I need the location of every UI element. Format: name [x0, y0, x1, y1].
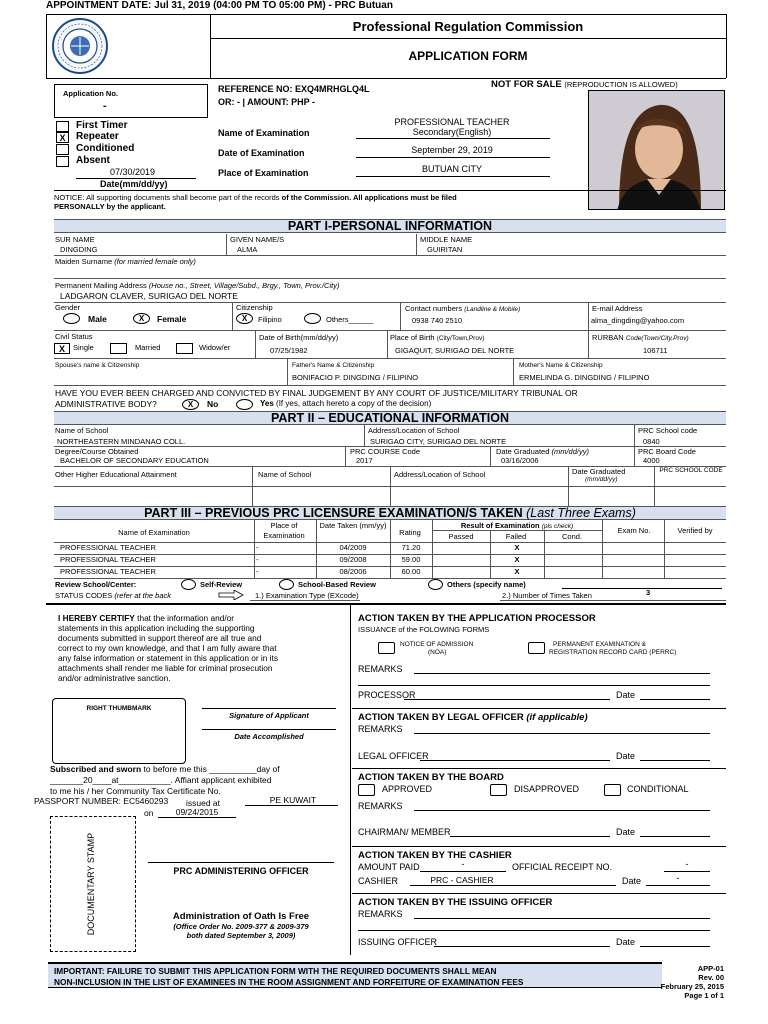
- part1-title: PART I-PERSONAL INFORMATION: [54, 219, 726, 233]
- exam-type-code: 1.) Examination Type (EXcode): [255, 591, 359, 600]
- exam-name-subject: Secondary(English): [412, 127, 492, 137]
- board-code-value: 4000: [643, 456, 660, 465]
- charged-question: HAVE YOU EVER BEEN CHARGED AND CONVICTED BY FINAL JUDGEMENT BY ANY COURT OF JUSTICE/MILITARY TRIBUNAL OR: [55, 388, 578, 398]
- important-notice: [48, 962, 662, 988]
- chairman-label: CHAIRMAN/ MEMBER: [358, 827, 451, 837]
- issuance-label: ISSUANCE of the FOLOWING FORMS: [358, 625, 490, 634]
- female-radio[interactable]: X: [133, 313, 150, 324]
- address-value: LADGARON CLAVER, SURIGAO DEL NORTE: [60, 291, 238, 301]
- exam-row-3-date: 08/2006: [339, 567, 367, 576]
- issued-at-value: PE KUWAIT: [269, 795, 317, 805]
- charged-yes-radio[interactable]: [236, 399, 253, 410]
- col-rating: Rating: [399, 528, 421, 537]
- mother-label: Mother's Name & Citizenship: [519, 362, 603, 369]
- important-line-2: NON-INCLUSION IN THE LIST OF EXAMINEES IN THE ROOM ASSIGNMENT AND FORFEITURE OF EXAMINATION FEES: [54, 977, 524, 987]
- not-for-sale: NOT FOR SALE (REPRODUCTION IS ALLOWED): [491, 79, 678, 90]
- disapproved-label: DISAPPROVED: [514, 784, 580, 794]
- important-line-1: IMPORTANT: FAILURE TO SUBMIT THIS APPLICATION FORM WITH THE REQUIRED DOCUMENTS SHALL MEAN: [54, 966, 497, 976]
- application-no-value: -: [103, 100, 107, 112]
- father-value: BONIFACIO P. DINGDING / FILIPINO: [292, 373, 419, 382]
- exam-row-2-rating: 59.00: [401, 555, 421, 564]
- exam-row-2-place: -: [256, 555, 259, 564]
- signature-label: Signature of Applicant: [229, 711, 309, 720]
- other-education-label: Other Higher Educational Attainment: [55, 470, 177, 479]
- application-no-box: [54, 84, 208, 118]
- dob-value: 07/25/1982: [270, 346, 308, 355]
- absent-checkbox[interactable]: [56, 156, 69, 167]
- others-citizenship-label: Others______: [326, 315, 374, 324]
- date-graduated-value: 03/16/2006: [501, 456, 539, 465]
- issuing-remarks-label: REMARKS: [358, 909, 403, 919]
- legal-remarks-label: REMARKS: [358, 724, 403, 734]
- oath-free-label: Administration of Oath Is Free: [172, 911, 310, 922]
- exam-row-3-failed: X: [514, 567, 520, 576]
- col-date-taken: Date Taken (mm/yy): [319, 521, 387, 530]
- on-value: 09/24/2015: [175, 807, 219, 817]
- filipino-label: Filipino: [258, 315, 282, 324]
- filipino-radio[interactable]: X: [236, 313, 253, 324]
- address-label: Permanent Mailing Address (House no., Street, Village/Subd., Brgy., Town, Prov./City): [55, 281, 340, 290]
- legal-section-title: ACTION TAKEN BY LEGAL OFFICER (if applicable): [358, 712, 588, 723]
- processor-remarks-label: REMARKS: [358, 664, 403, 674]
- exam-date-label: Date of Examination: [218, 148, 305, 158]
- conditional-label: CONDITIONAL: [627, 784, 689, 794]
- col-place: Place of Examination: [263, 521, 305, 540]
- conditional-checkbox[interactable]: [604, 784, 621, 796]
- processor-date-label: Date: [616, 690, 636, 700]
- times-taken-value: 3: [646, 588, 651, 597]
- self-review-radio[interactable]: [181, 579, 196, 590]
- conditioned-checkbox[interactable]: [56, 144, 69, 155]
- exam-row-3-name: PROFESSIONAL TEACHER: [60, 567, 156, 576]
- exam-row-3-rating: 60.00: [401, 567, 421, 576]
- school-address-label: Address/Location of School: [368, 426, 460, 435]
- surname-label: SUR NAME: [55, 235, 95, 244]
- others-review-radio[interactable]: [428, 579, 443, 590]
- absent-label: Absent: [76, 155, 110, 166]
- contact-value: 0938 740 2510: [412, 316, 463, 325]
- charged-question-2: ADMINISTRATIVE BODY?: [55, 399, 157, 409]
- cashier-date-label: Date: [622, 876, 642, 886]
- col-passed: Passed: [448, 532, 474, 541]
- sworn-line-3: to me his / her Community Tax Certificate No.: [50, 786, 221, 796]
- citizenship-label: Citizenship: [236, 303, 273, 312]
- date-accomplished-label: Date Accomplished: [234, 732, 304, 741]
- rurban-value: 106711: [643, 346, 668, 355]
- col-exam-no: Exam No.: [617, 526, 651, 535]
- exam-row-1-failed: X: [514, 543, 520, 552]
- surname-value: DINGDING: [60, 245, 98, 254]
- board-remarks-label: REMARKS: [358, 801, 403, 811]
- other-school-label: Name of School: [258, 470, 312, 479]
- thumbmark-label: RIGHT THUMBMARK: [86, 705, 152, 712]
- maiden-surname-label: Maiden Surname (for married female only): [55, 257, 196, 266]
- documentary-stamp-label: DOCUMENTARY STAMP: [86, 832, 96, 936]
- appointment-date: APPOINTMENT DATE: Jul 31, 2019 (04:00 PM TO 05:00 PM) - PRC Butuan: [46, 0, 393, 11]
- applicant-photo: [588, 90, 725, 210]
- single-label: Single: [73, 343, 94, 352]
- cashier-label: CASHIER: [358, 876, 399, 886]
- widow-checkbox[interactable]: [176, 343, 193, 354]
- page-number: Page 1 of 1: [684, 991, 724, 1000]
- perrc-checkbox[interactable]: [528, 642, 545, 654]
- school-review-radio[interactable]: [279, 579, 294, 590]
- official-receipt-label: OFFICIAL RECEIPT NO.: [512, 862, 613, 872]
- or-amount: OR: - | AMOUNT: PHP -: [218, 97, 316, 107]
- course-code-label: PRC COURSE Code: [350, 447, 421, 456]
- given-name-label: GIVEN NAME/S: [230, 235, 285, 244]
- board-section-title: ACTION TAKEN BY THE BOARD: [358, 772, 504, 783]
- spouse-label: Spouse's name & Citizenship: [55, 362, 140, 369]
- oath-note-2: both dated September 3, 2009): [186, 931, 296, 940]
- school-value: NORTHEASTERN MINDANAO COLL.: [57, 437, 186, 446]
- pob-label: Place of Birth (City/Town,Prov): [390, 333, 485, 342]
- mother-value: ERMELINDA G. DINGDING / FILIPINO: [519, 373, 650, 382]
- male-label: Male: [88, 314, 107, 324]
- school-review-label: School-Based Review: [298, 580, 376, 589]
- repeater-label: Repeater: [76, 131, 119, 142]
- administering-officer-label: PRC ADMINISTERING OFFICER: [173, 866, 309, 876]
- form-date: February 25, 2015: [660, 982, 724, 991]
- review-center-label: Review School/Center:: [55, 580, 137, 589]
- school-label: Name of School: [55, 426, 109, 435]
- times-taken-label: 2.) Number of Times Taken: [502, 591, 592, 600]
- male-radio[interactable]: [63, 313, 80, 324]
- pob-value: GIGAQUIT, SURIGAO DEL NORTE: [395, 346, 515, 355]
- dob-label: Date of Birth(mm/dd/yy): [259, 333, 339, 342]
- documentary-stamp-box: [50, 816, 136, 952]
- degree-value: BACHELOR OF SECONDARY EDUCATION: [60, 456, 209, 465]
- col-verified: Verified by: [677, 526, 713, 535]
- noa-abbr: (NOA): [428, 649, 447, 656]
- exam-name-label: Name of Examination: [218, 128, 310, 138]
- other-graduated-note: (mm/dd/yy): [585, 476, 618, 483]
- rurban-label: RURBAN Code(Town/City,Prov): [592, 333, 689, 342]
- disapproved-checkbox[interactable]: [490, 784, 507, 796]
- repeater-checkbox[interactable]: X: [56, 132, 69, 143]
- email-label: E-mail Address: [592, 304, 643, 313]
- arrow-right-icon: [218, 590, 244, 600]
- col-cond: Cond.: [561, 532, 582, 541]
- first-timer-checkbox[interactable]: [56, 121, 69, 132]
- amount-paid-label: AMOUNT PAID: [358, 862, 420, 872]
- perrc-abbr: REGISTRATION RECORD CARD (PERRC): [549, 649, 677, 656]
- course-code-value: 2017: [356, 456, 373, 465]
- noa-label: NOTICE OF ADMISSION: [400, 641, 474, 648]
- middle-name-value: GUIRITAN: [427, 245, 463, 254]
- board-code-label: PRC Board Code: [638, 447, 696, 456]
- exam-place-label: Place of Examination: [218, 168, 309, 178]
- female-label: Female: [157, 314, 187, 324]
- issuing-section-title: ACTION TAKEN BY THE ISSUING OFFICER: [358, 897, 553, 908]
- application-date: 07/30/2019: [110, 167, 156, 177]
- charged-yes-label: Yes (If yes, attach hereto a copy of the decision): [260, 399, 432, 408]
- sworn-line-2: _______20____at___________. Affiant applicant exhibited: [50, 775, 272, 785]
- exam-row-2-date: 09/2008: [339, 555, 367, 564]
- exam-date-value: September 29, 2019: [411, 145, 493, 155]
- cashier-date-value: -: [676, 873, 680, 883]
- email-value: alma_dingding@yahoo.com: [591, 316, 685, 325]
- part2-title: PART II – EDUCATIONAL INFORMATION: [54, 411, 726, 425]
- others-review-label: Others (specify name): [447, 580, 526, 589]
- civil-status-label: Civil Status: [55, 332, 93, 341]
- exam-row-1-rating: 71.20: [401, 543, 421, 552]
- official-receipt-value: -: [685, 859, 689, 869]
- approved-label: APPROVED: [382, 784, 433, 794]
- issuing-officer-label: ISSUING OFFICER: [358, 937, 438, 947]
- exam-row-2-name: PROFESSIONAL TEACHER: [60, 555, 156, 564]
- cashier-value: PRC - CASHIER: [430, 875, 494, 885]
- exam-row-2-failed: X: [514, 555, 520, 564]
- thumbmark-box: [52, 698, 186, 764]
- applicant-photo-image: [589, 91, 725, 210]
- married-checkbox[interactable]: [110, 343, 127, 354]
- exam-place-value: BUTUAN CITY: [421, 164, 482, 174]
- passport-number: PASSPORT NUMBER: EC5460293: [34, 796, 169, 806]
- first-timer-label: First Timer: [76, 120, 128, 131]
- charged-no-radio[interactable]: X: [182, 399, 199, 410]
- notice-line-1: NOTICE: All supporting documents shall become part of the records of the Commission. All applications must be filed: [54, 193, 457, 202]
- perrc-label: PERMANENT EXAMINATION &: [553, 641, 646, 648]
- others-citizenship-radio[interactable]: [304, 313, 321, 324]
- contact-label: Contact numbers (Landline & Mobile): [405, 304, 521, 313]
- status-codes-label: STATUS CODES (refer at the back: [55, 591, 172, 600]
- sworn-line-1: Subscribed and sworn to before me this __________day of: [50, 764, 280, 774]
- form-rev: Rev. 00: [698, 973, 724, 982]
- date-graduated-label: Date Graduated (mm/dd/yy): [496, 447, 589, 456]
- issuing-date-label: Date: [616, 937, 636, 947]
- cashier-section-title: ACTION TAKEN BY THE CASHIER: [358, 850, 512, 861]
- conditioned-label: Conditioned: [76, 143, 135, 154]
- exam-row-3-place: -: [256, 567, 259, 576]
- prc-school-code-value: 0840: [643, 437, 660, 446]
- married-label: Married: [135, 343, 161, 352]
- exam-row-1-name: PROFESSIONAL TEACHER: [60, 543, 156, 552]
- form-title: APPLICATION FORM: [408, 49, 528, 63]
- degree-label: Degree/Course Obtained: [55, 447, 139, 456]
- processor-label: PROCESSOR: [358, 690, 416, 700]
- prc-seal-logo: [52, 18, 108, 74]
- reference-no: REFERENCE NO: EXQ4MRHGLQ4L: [218, 84, 370, 94]
- charged-no-label: No: [207, 399, 219, 409]
- other-school-code-label: PRC SCHOOL CODE: [659, 467, 723, 474]
- self-review-label: Self-Review: [200, 580, 243, 589]
- exam-row-1-date: 04/2009: [339, 543, 367, 552]
- on-label: on: [144, 808, 154, 818]
- amount-paid-value: -: [461, 859, 465, 869]
- oath-note-1: (Office Order No. 2009-377 & 2009-379: [173, 922, 309, 931]
- issued-at-label: issued at: [186, 798, 221, 808]
- noa-checkbox[interactable]: [378, 642, 395, 654]
- chairman-date-label: Date: [616, 827, 636, 837]
- legal-date-label: Date: [616, 751, 636, 761]
- certification-text: I HEREBY CERTIFY that the information and/or statements in this application including the supporting documents submitted in support thereof are all true and correct to my own knowledge, and that I am fully aware that any false information or statement in this application or in its attachments shall render me liable for criminal prosecution and/or administrative sanction.: [58, 613, 278, 683]
- processor-section-title: ACTION TAKEN BY THE APPLICATION PROCESSOR: [358, 613, 596, 624]
- single-checkbox[interactable]: X: [54, 343, 70, 354]
- approved-checkbox[interactable]: [358, 784, 375, 796]
- legal-officer-label: LEGAL OFFICER: [358, 751, 429, 761]
- gender-label: Gender: [55, 303, 81, 312]
- part3-title: PART III – PREVIOUS PRC LICENSURE EXAMINATION/S TAKEN (Last Three Exams): [54, 506, 726, 520]
- widow-label: Widow/er: [199, 343, 231, 352]
- notice-line-2: PERSONALLY by the applicant.: [54, 202, 166, 211]
- middle-name-label: MIDDLE NAME: [420, 235, 473, 244]
- other-address-label: Address/Location of School: [394, 470, 486, 479]
- given-name-value: ALMA: [237, 245, 258, 254]
- col-failed: Failed: [505, 532, 527, 541]
- col-result: Result of Examination (pls check): [460, 521, 574, 530]
- school-address-value: SURIGAO CITY, SURIGAO DEL NORTE: [370, 437, 507, 446]
- exam-name-value: PROFESSIONAL TEACHER: [394, 117, 510, 127]
- org-name: Professional Regulation Commission: [352, 19, 584, 34]
- exam-row-1-place: -: [256, 543, 259, 552]
- application-date-label: Date(mm/dd/yy): [100, 179, 168, 189]
- form-code: APP-01: [697, 964, 724, 973]
- other-graduated-label: Date Graduated: [572, 467, 626, 476]
- father-label: Father's Name & Citizenship: [292, 362, 375, 369]
- prc-school-code-label: PRC School code: [638, 426, 698, 435]
- application-no-label: Application No.: [63, 89, 118, 98]
- col-exam-name: Name of Examination: [118, 528, 190, 537]
